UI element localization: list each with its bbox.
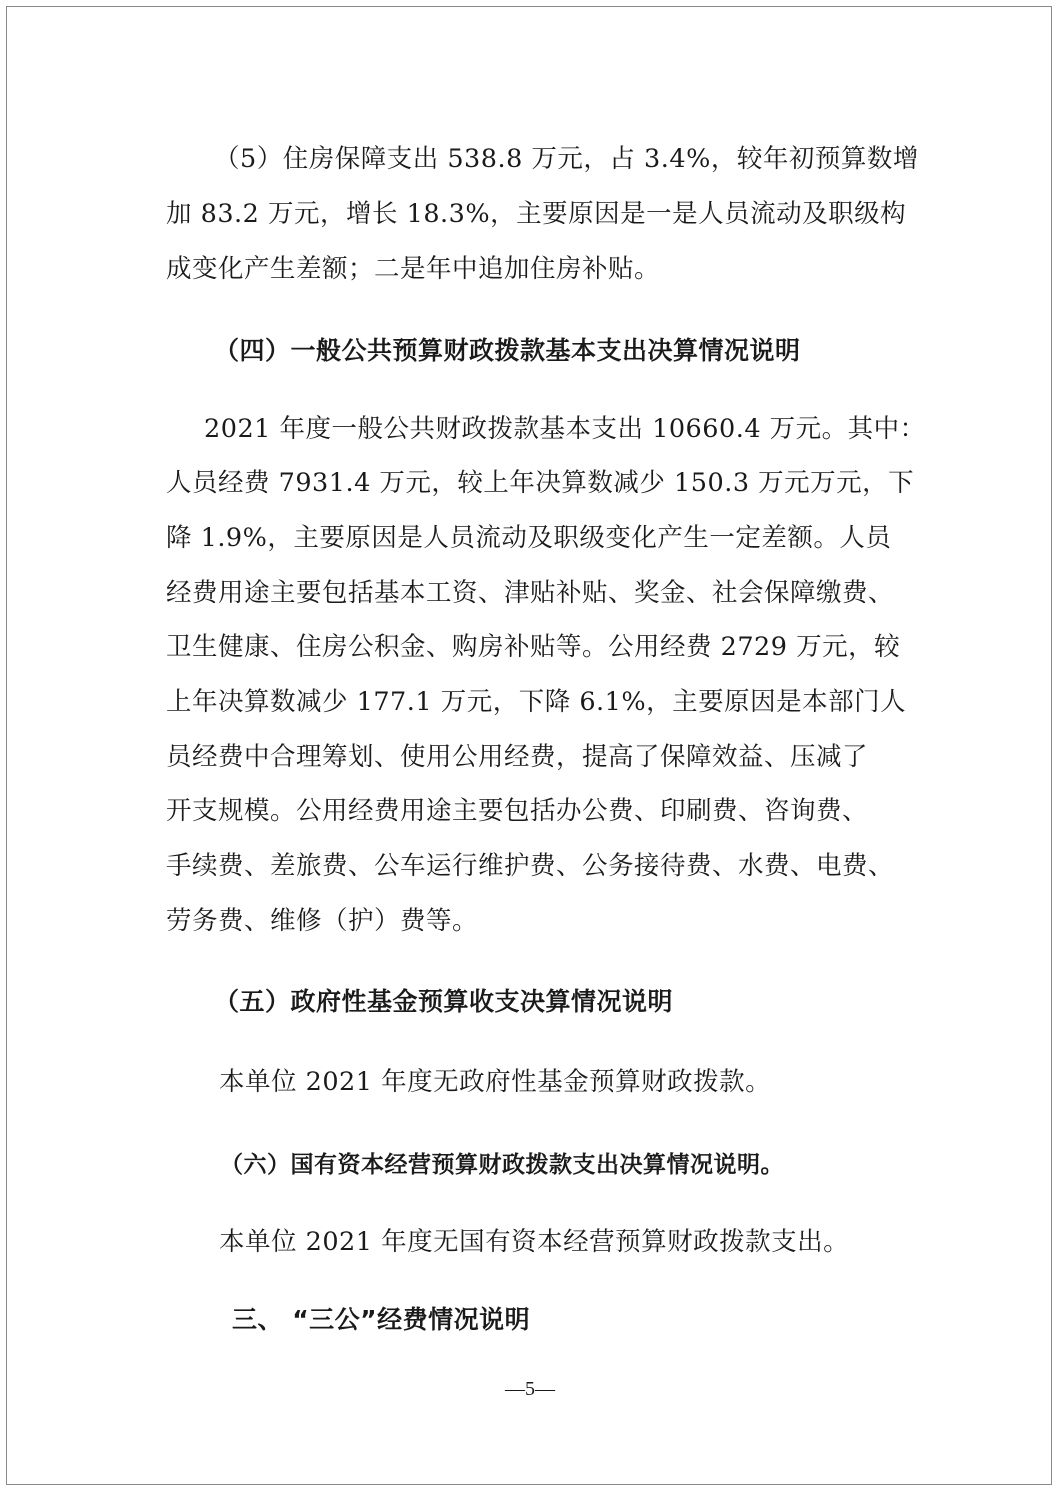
para5-line-3: 成变化产生差额；二是年中追加住房补贴。 bbox=[166, 254, 661, 284]
section4-line-5: 卫生健康、住房公积金、购房补贴等。公用经费 2729 万元，较 bbox=[166, 632, 901, 662]
page-number: —5— bbox=[505, 1378, 555, 1400]
section4-line-7: 员经费中合理筹划、使用公用经费，提高了保障效益、压减了 bbox=[166, 742, 869, 772]
section5-heading: （五）政府性基金预算收支决算情况说明 bbox=[214, 987, 674, 1016]
section4-line-2: 人员经费 7931.4 万元，较上年决算数减少 150.3 万元万元，下 bbox=[166, 468, 915, 498]
section6-heading: （六）国有资本经营预算财政拨款支出决算情况说明。 bbox=[220, 1152, 784, 1178]
section4-line-10: 劳务费、维修（护）费等。 bbox=[166, 906, 479, 936]
section4-line-1: 2021 年度一般公共财政拨款基本支出 10660.4 万元。其中： bbox=[204, 414, 926, 444]
section4-line-4: 经费用途主要包括基本工资、津贴补贴、奖金、社会保障缴费、 bbox=[166, 578, 895, 608]
section5-text: 本单位 2021 年度无政府性基金预算财政拨款。 bbox=[219, 1067, 772, 1097]
para5-line-2: 加 83.2 万元，增长 18.3%，主要原因是一是人员流动及职级构 bbox=[166, 199, 907, 229]
section4-line-9: 手续费、差旅费、公车运行维护费、公务接待费、水费、电费、 bbox=[166, 851, 895, 881]
para5-line-1: （5）住房保障支出 538.8 万元，占 3.4%，较年初预算数增 bbox=[214, 144, 919, 174]
section4-line-6: 上年决算数减少 177.1 万元，下降 6.1%，主要原因是本部门人 bbox=[166, 687, 907, 717]
section3-heading: 三、 “三公”经费情况说明 bbox=[232, 1305, 531, 1334]
section4-heading: （四）一般公共预算财政拨款基本支出决算情况说明 bbox=[214, 336, 801, 365]
section4-line-8: 开支规模。公用经费用途主要包括办公费、印刷费、咨询费、 bbox=[166, 796, 869, 826]
section4-line-3: 降 1.9%，主要原因是人员流动及职级变化产生一定差额。人员 bbox=[166, 523, 892, 553]
section6-text: 本单位 2021 年度无国有资本经营预算财政拨款支出。 bbox=[219, 1227, 850, 1257]
